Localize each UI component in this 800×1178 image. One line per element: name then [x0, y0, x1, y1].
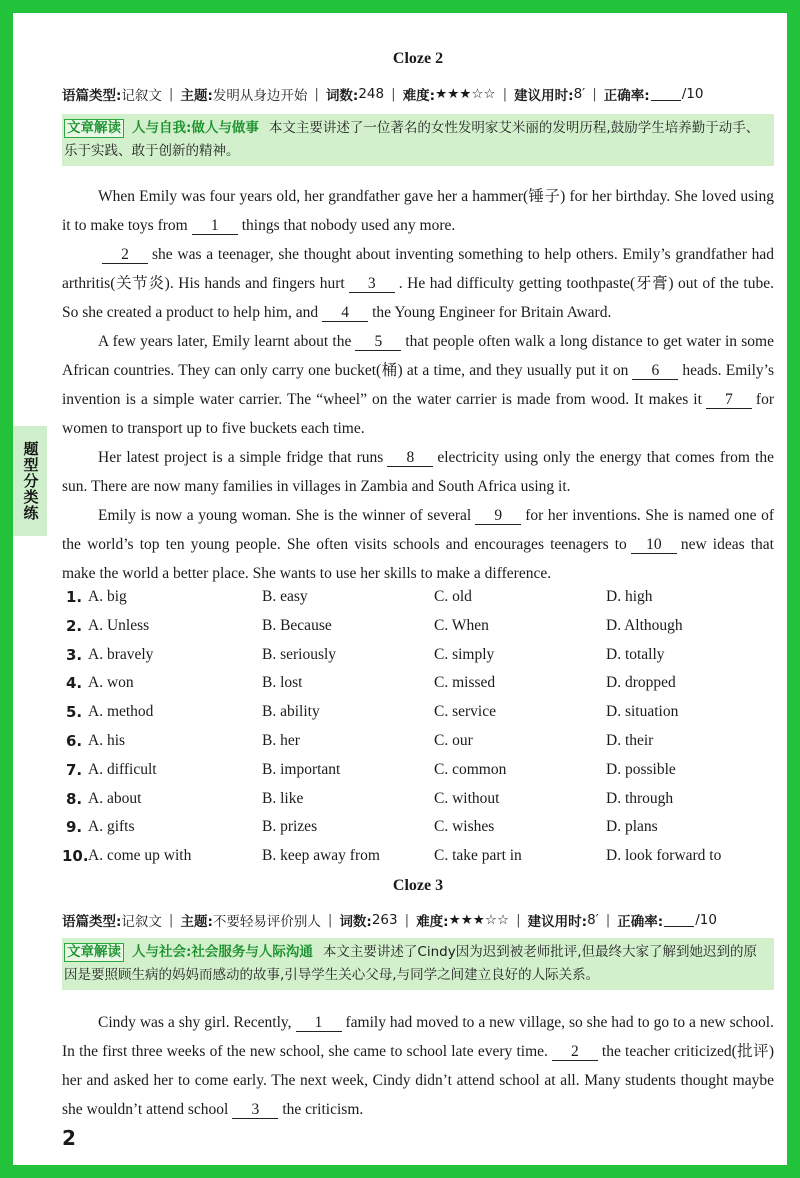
meta-topic-label: 主题:: [180, 914, 213, 930]
summary-topic: 人与社会:社会服务与人际沟通: [132, 944, 313, 960]
option[interactable]: B. ability: [262, 703, 320, 721]
blank-2[interactable]: 2: [102, 246, 148, 264]
blank-5[interactable]: 5: [355, 333, 401, 351]
meta-words-label: 词数:: [339, 914, 372, 930]
option-row-6: 6. A. his B. her C. our D. their: [66, 731, 654, 750]
option-row-8: 8. A. about B. like C. without D. through: [66, 789, 674, 808]
option[interactable]: A. won: [88, 674, 134, 692]
option[interactable]: A. Unless: [88, 616, 150, 634]
option-row-9: 9. A. gifts B. prizes C. wishes D. plans: [66, 818, 658, 837]
option-row-7: 7. A. difficult B. important C. common D. possible: [66, 760, 676, 779]
passage-paragraph: When Emily was four years old, her grandfather gave her a hammer(锤子) for her birthday. She loved using it to make toys from 1 things that nobody used any more.: [62, 188, 774, 234]
option[interactable]: C. take part in: [434, 847, 522, 865]
option-row-1: 1. A. big B. easy C. old D. high: [66, 588, 653, 606]
option[interactable]: A. come up with: [88, 847, 192, 865]
summary-text: 本文主要讲述了Cindy因为迟到被老师批评,但最终大家了解到她迟到的原因是要照顾生病的妈妈而感动的故事,引导学生关心父母,与同学之间建立良好的人际关系。: [64, 944, 757, 983]
cloze2-meta: 语篇类型: 记叙文 | 主题: 发明从身边开始 | 词数: 248 | 难度: ★★★☆☆ | 建议用时: 8′ | 正确率: /10: [62, 86, 704, 104]
blank-3[interactable]: 3: [349, 275, 395, 293]
meta-type-value: 记叙文: [121, 914, 162, 930]
meta-difficulty-stars: ★★★☆☆: [435, 86, 496, 102]
cloze2-options: [62, 588, 774, 876]
option[interactable]: C. wishes: [434, 818, 495, 836]
meta-words-value: 248: [358, 86, 385, 102]
option[interactable]: B. keep away from: [262, 847, 380, 865]
option[interactable]: D. plans: [606, 818, 658, 836]
meta-accuracy-total: /10: [681, 86, 704, 102]
option[interactable]: D. totally: [606, 645, 665, 663]
option-row-2: 2. A. Unless B. Because C. When D. Although: [66, 616, 683, 635]
option-row-10: 10. A. come up with B. keep away from C. take part in D. look forward to: [62, 847, 722, 866]
page-number: 2: [62, 1126, 76, 1150]
meta-type-label: 语篇类型:: [62, 88, 122, 104]
blank-10[interactable]: 10: [631, 536, 677, 554]
option[interactable]: A. gifts: [88, 818, 135, 836]
passage-paragraph: A few years later, Emily learnt about the 5 that people often walk a long distance to get water in some African countries. They can only carry one bucket(桶) at a time, and they usually put it on 6 heads. Emily’s invention is a simple water carrier. The “wheel” on the water carrier is made from wood. It makes it 7 for women to transport up to five buckets each time.: [62, 333, 774, 437]
option[interactable]: A. big: [88, 588, 127, 605]
option[interactable]: C. missed: [434, 674, 496, 692]
cloze2-title: Cloze 2: [392, 50, 444, 67]
cloze2-summary: [62, 114, 774, 166]
meta-type-value: 记叙文: [121, 88, 162, 104]
passage-paragraph: Cindy was a shy girl. Recently, 1 family had moved to a new village, so she had to go to a new school. In the first three weeks of the new school, she came to school late every time. 2 the teacher criticized(批评) her and asked her to come early. The next week, Cindy didn’t attend school at all. Many students thought maybe she wouldn’t attend school 3 the criticism.: [62, 1014, 774, 1118]
meta-accuracy-total: /10: [695, 912, 717, 928]
option[interactable]: C. without: [434, 789, 500, 807]
meta-words-value: 263: [371, 912, 398, 928]
option[interactable]: B. Because: [262, 616, 332, 634]
option[interactable]: A. his: [88, 731, 126, 749]
option[interactable]: B. her: [262, 731, 300, 749]
cloze3-title: Cloze 3: [392, 877, 444, 894]
option[interactable]: C. common: [434, 760, 507, 778]
blank-7[interactable]: 7: [706, 391, 752, 409]
blank-1[interactable]: 1: [296, 1014, 342, 1032]
passage-paragraph: Her latest project is a simple fridge that runs 8 electricity using only the energy that comes from the sun. There are now many families in villages in Zambia and South Africa using it.: [62, 449, 774, 495]
cloze3-passage: [62, 1008, 774, 1124]
blank-2[interactable]: 2: [552, 1043, 598, 1061]
option[interactable]: A. about: [88, 789, 142, 807]
blank-4[interactable]: 4: [322, 304, 368, 322]
passage-paragraph: 2 she was a teenager, she thought about inventing something to help others. Emily’s grandfather had arthritis(关节炎). His hands and fingers hurt 3 . He had difficulty getting toothpaste(牙膏) out of the tube. So she created a product to help him, and 4 the Young Engineer for Britain Award.: [62, 246, 774, 321]
blank-9[interactable]: 9: [475, 507, 521, 525]
option[interactable]: B. important: [262, 760, 341, 778]
summary-text: 本文主要讲述了一位著名的女性发明家艾米丽的发明历程,鼓励学生培养勤于动手、乐于实践、敢于创新的精神。: [64, 120, 760, 159]
option[interactable]: D. through: [606, 789, 674, 807]
passage-paragraph: Emily is now a young woman. She is the winner of several 9 for her inventions. She is named one of the world’s top ten young people. She often visits schools and encourages teenagers to 10 new ideas that make the world a better place. She wants to use her skills to make a difference.: [62, 507, 775, 582]
option[interactable]: D. look forward to: [606, 847, 722, 865]
meta-difficulty-label: 难度:: [402, 88, 436, 104]
summary-tag: 文章解读: [64, 943, 124, 962]
meta-type-label: 语篇类型:: [62, 914, 122, 930]
accuracy-blank[interactable]: [664, 914, 694, 927]
meta-words-label: 词数:: [325, 88, 359, 104]
option[interactable]: D. situation: [606, 703, 679, 721]
meta-accuracy-label: 正确率:: [617, 914, 664, 930]
option[interactable]: C. service: [434, 703, 496, 721]
option[interactable]: B. lost: [262, 674, 303, 692]
option[interactable]: D. possible: [606, 760, 676, 778]
option[interactable]: D. their: [606, 731, 654, 749]
summary-topic: 人与自我:做人与做事: [132, 120, 259, 136]
option[interactable]: C. old: [434, 588, 472, 605]
blank-1[interactable]: 1: [192, 217, 238, 235]
cloze2-passage: [62, 182, 774, 588]
option[interactable]: B. seriously: [262, 645, 337, 663]
option[interactable]: C. simply: [434, 645, 495, 663]
meta-difficulty-stars: ★★★☆☆: [448, 912, 510, 928]
option[interactable]: D. Although: [606, 616, 683, 634]
cloze3-meta: 语篇类型: 记叙文 | 主题: 不要轻易评价别人 | 词数: 263 | 难度: ★★★☆☆ | 建议用时: 8′ | 正确率: /10: [62, 912, 717, 930]
option-row-4: 4. A. won B. lost C. missed D. dropped: [66, 674, 676, 693]
option[interactable]: A. method: [88, 703, 154, 721]
meta-topic-value: 不要轻易评价别人: [212, 914, 321, 930]
meta-time-value: 8′: [573, 86, 586, 102]
meta-accuracy-label: 正确率:: [603, 88, 650, 104]
meta-time-label: 建议用时:: [514, 88, 574, 104]
meta-time-value: 8′: [587, 912, 599, 928]
meta-topic-value: 发明从身边开始: [212, 88, 308, 104]
blank-8[interactable]: 8: [387, 449, 433, 467]
option[interactable]: C. When: [434, 616, 489, 634]
option-row-5: 5. A. method B. ability C. service D. situation: [66, 703, 679, 722]
meta-difficulty-label: 难度:: [416, 914, 449, 930]
option[interactable]: C. our: [434, 731, 473, 749]
blank-6[interactable]: 6: [632, 362, 678, 380]
option[interactable]: D. high: [606, 588, 653, 605]
meta-topic-label: 主题:: [180, 88, 213, 104]
option[interactable]: A. bravely: [88, 645, 154, 663]
accuracy-blank[interactable]: [651, 88, 681, 101]
option[interactable]: B. easy: [262, 588, 308, 605]
option[interactable]: D. dropped: [606, 674, 676, 692]
meta-time-label: 建议用时:: [527, 914, 588, 930]
option[interactable]: A. difficult: [88, 760, 157, 778]
summary-tag: 文章解读: [64, 119, 124, 138]
blank-3[interactable]: 3: [232, 1101, 278, 1119]
section-side-tab: 题型分类练: [13, 426, 47, 536]
option[interactable]: B. prizes: [262, 818, 318, 836]
option-row-3: 3. A. bravely B. seriously C. simply D. totally: [66, 645, 665, 664]
option[interactable]: B. like: [262, 789, 304, 807]
cloze3-summary: [62, 938, 774, 990]
